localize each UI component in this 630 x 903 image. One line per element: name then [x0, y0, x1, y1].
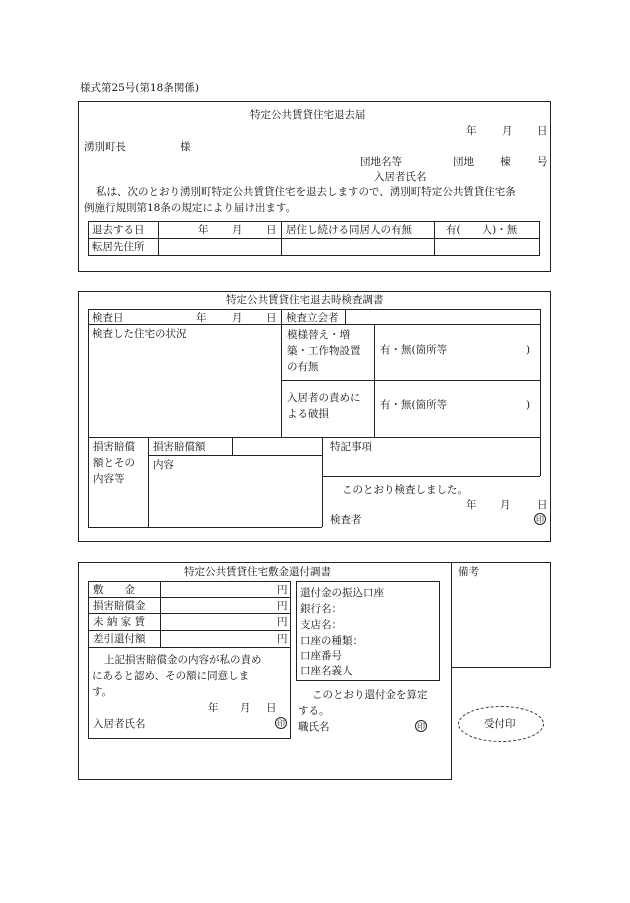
table-divider [88, 597, 291, 598]
compensation-label-1: 損害賠償 [93, 441, 135, 453]
compensation-label-2: 額とその [93, 457, 135, 469]
table-divider [322, 437, 323, 527]
new-address-label: 転居先住所 [92, 241, 145, 253]
agreement-line1: 上記損害賠償金の内容が私の責め [104, 654, 262, 666]
deposit-label: 敷 金 [93, 584, 135, 596]
inspection-year: 年 [196, 312, 207, 324]
remodel-label-2: 築・工作物設置 [287, 345, 361, 357]
compensation-amount-label: 損害賠償額 [153, 441, 206, 453]
table-divider [160, 581, 161, 647]
move-out-day: 日 [266, 224, 277, 236]
table-divider [88, 238, 540, 239]
deposit-refund-title: 特定公共賃貸住宅敷金還付調書 [184, 566, 331, 578]
net-refund-yen: 円 [277, 633, 288, 645]
inspection-date-label: 検査日 [92, 312, 124, 324]
table-divider [158, 221, 159, 256]
account-holder-label: 口座名義人 [300, 665, 353, 677]
unpaid-rent-yen: 円 [277, 616, 288, 628]
compensation-label-3: 内容等 [93, 473, 125, 485]
inspection-record-title: 特定公共賃貸住宅退去時検査調書 [226, 294, 384, 306]
damage-paren-close: ) [526, 399, 531, 411]
notice-body-line2: 例施行規則第18条の規定により届け出ます。 [84, 202, 297, 214]
special-notes-label: 特記事項 [330, 441, 372, 453]
danchi-label: 団地名等 [360, 156, 402, 168]
account-type-label: 口座の種類： [300, 635, 363, 647]
notice-date-month: 月 [502, 125, 513, 137]
resident-seal-mark: 印 [277, 719, 285, 728]
confirm-year: 年 [466, 499, 477, 511]
calculation-line2: する。 [298, 705, 330, 717]
remodel-label-3: の有無 [287, 361, 319, 373]
remodel-paren-close: ) [526, 344, 531, 356]
table-divider [88, 613, 291, 614]
move-out-month: 月 [232, 224, 243, 236]
move-out-date-label: 退去する日 [92, 224, 145, 236]
agreement-month: 月 [240, 702, 251, 714]
damage-compensation-label: 損害賠償金 [93, 600, 146, 612]
officer-name-label: 職氏名 [298, 721, 330, 733]
table-divider [374, 324, 375, 437]
net-refund-label: 差引還付額 [93, 633, 146, 645]
table-divider [345, 309, 346, 324]
table-divider [281, 309, 282, 437]
unpaid-rent-label: 未 納 家 賃 [93, 616, 146, 628]
inspector-label: 検査者 [330, 514, 362, 526]
table-divider [88, 437, 540, 438]
inspection-day: 日 [266, 312, 277, 324]
deposit-yen: 円 [277, 584, 288, 596]
table-divider [434, 221, 435, 256]
notice-date-year: 年 [466, 125, 477, 137]
compensation-content-label: 内容 [153, 459, 174, 471]
table-divider [88, 527, 322, 528]
move-out-year: 年 [198, 224, 209, 236]
table-divider [540, 309, 541, 476]
resident-name-label: 入居者氏名 [374, 171, 427, 183]
room-unit: 号 [537, 156, 548, 168]
addressee: 湧別町長 [84, 141, 126, 153]
table-divider [322, 476, 540, 477]
agreement-line3: す。 [92, 686, 113, 698]
agreement-year: 年 [208, 702, 219, 714]
calculation-line1: このとおり還付金を算定 [312, 689, 428, 701]
confirm-day: 日 [537, 499, 548, 511]
remodel-value: 有・無(箇所等 [380, 344, 448, 356]
table-divider [281, 380, 540, 381]
table-divider [88, 309, 89, 527]
confirm-month: 月 [500, 499, 511, 511]
remodel-label-1: 模様替え・増 [287, 329, 350, 341]
inspector-seal-mark: 印 [536, 515, 544, 524]
account-number-label: 口座番号 [300, 650, 342, 662]
damage-value: 有・無(箇所等 [380, 399, 448, 411]
table-divider [148, 455, 322, 456]
damage-label-1: 入居者の責めに [287, 392, 361, 404]
branch-name-label: 支店名： [300, 619, 342, 631]
table-divider [88, 647, 291, 648]
cohabitant-label: 居住し続ける同居人の有無 [286, 224, 412, 236]
table-divider [148, 437, 149, 527]
table-divider [281, 221, 282, 256]
inspection-confirm-text: このとおり検査しました。 [342, 484, 468, 496]
danchi-unit: 団地 [453, 156, 474, 168]
form-number: 様式第25号(第18条関係) [80, 82, 199, 94]
remarks-label: 備考 [458, 566, 479, 578]
building-unit: 棟 [500, 156, 511, 168]
cohabitant-value: 有( 人)・無 [446, 224, 518, 236]
damage-compensation-yen: 円 [277, 600, 288, 612]
resident-signature-label: 入居者氏名 [93, 718, 146, 730]
receipt-stamp-label: 受付印 [484, 718, 516, 730]
move-out-notice-title: 特定公共賃貸住宅退去届 [250, 109, 366, 121]
inspection-month: 月 [232, 312, 243, 324]
table-divider [88, 630, 291, 631]
agreement-line2: にあると認め、その額に同意しま [92, 670, 250, 682]
table-divider [232, 437, 233, 455]
notice-body-line1: 私は、次のとおり湧別町特定公共賃貸住宅を退去しますので、湧別町特定公共賃貸住宅条 [96, 186, 516, 198]
witness-label: 検査立会者 [286, 312, 339, 324]
bank-account-title: 還付金の振込口座 [300, 587, 384, 599]
bank-name-label: 銀行名： [300, 603, 342, 615]
condition-label: 検査した住宅の状況 [92, 328, 187, 340]
notice-date-day: 日 [537, 125, 548, 137]
table-divider [88, 324, 540, 325]
agreement-day: 日 [266, 702, 277, 714]
officer-seal-mark: 印 [417, 722, 425, 731]
table-divider [88, 309, 540, 310]
damage-label-2: よる破損 [287, 408, 329, 420]
addressee-honorific: 様 [180, 141, 191, 153]
